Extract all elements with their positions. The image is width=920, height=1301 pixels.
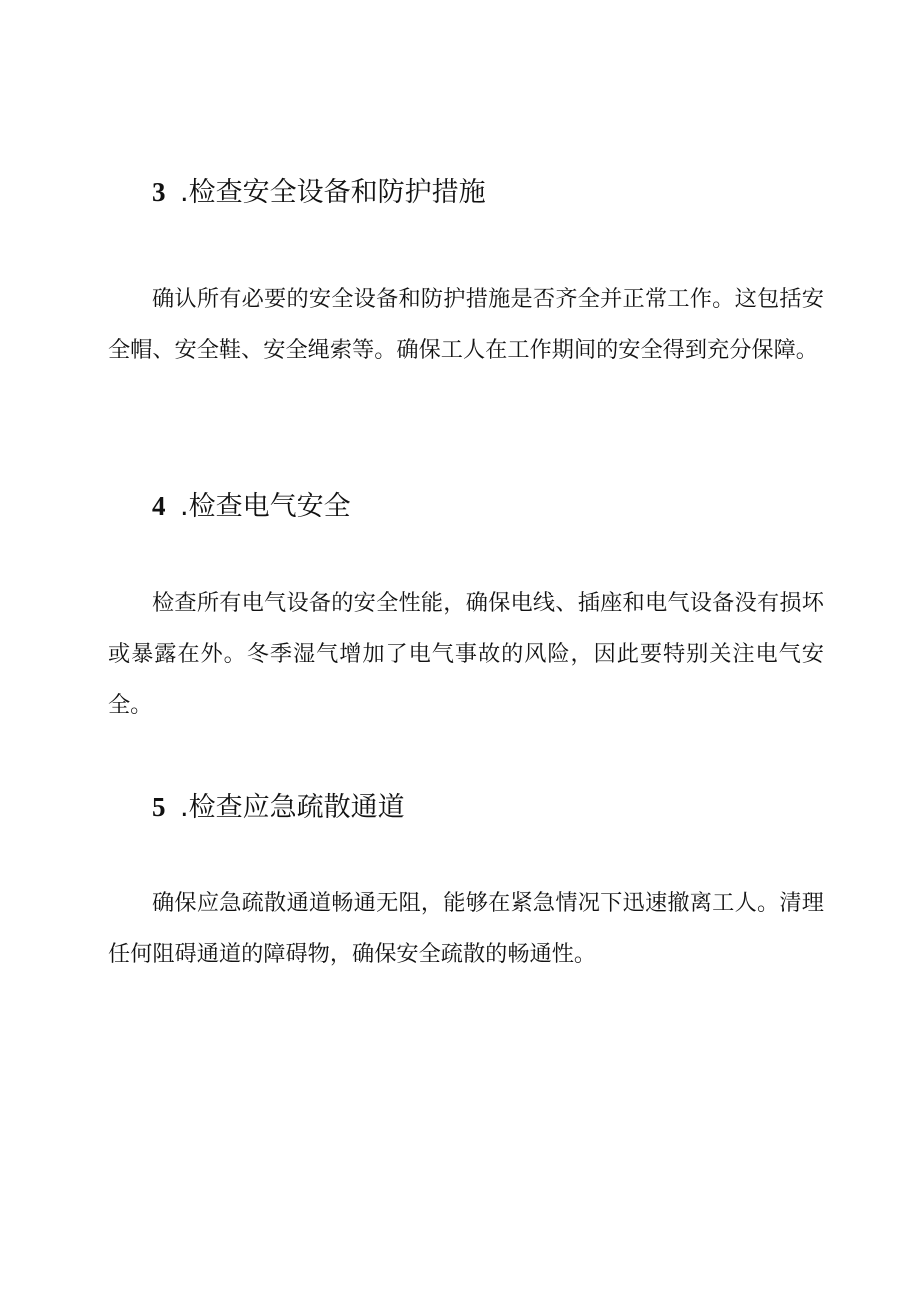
section-paragraph: 检查所有电气设备的安全性能，确保电线、插座和电气设备没有损坏或暴露在外。冬季湿气增加了电气事故的风险，因此要特别关注电气安全。: [108, 590, 824, 718]
section-3-body: [108, 274, 824, 376]
section-heading: [108, 489, 824, 523]
section-3-heading: [108, 175, 824, 209]
section-heading: [108, 175, 824, 209]
section-title: .检查安全设备和防护措施: [180, 177, 486, 208]
section-paragraph: 确保应急疏散通道畅通无阻，能够在紧急情况下迅速撤离工人。清理任何阻碍通道的障碍物，确保安全疏散的畅通性。: [108, 890, 824, 967]
section-5-body: [108, 878, 824, 980]
section-number: 5: [152, 792, 166, 822]
section-number: 4: [152, 491, 166, 521]
section-paragraph: 确认所有必要的安全设备和防护措施是否齐全并正常工作。这包括安全帽、安全鞋、安全绳索等。确保工人在工作期间的安全得到充分保障。: [108, 286, 824, 363]
section-title: .检查电气安全: [180, 491, 351, 522]
section-title: .检查应急疏散通道: [180, 792, 405, 823]
section-number: 3: [152, 177, 166, 207]
section-4-body: [108, 578, 824, 731]
section-heading: [108, 790, 824, 824]
section-5-heading: [108, 790, 824, 824]
section-4-heading: [108, 489, 824, 523]
